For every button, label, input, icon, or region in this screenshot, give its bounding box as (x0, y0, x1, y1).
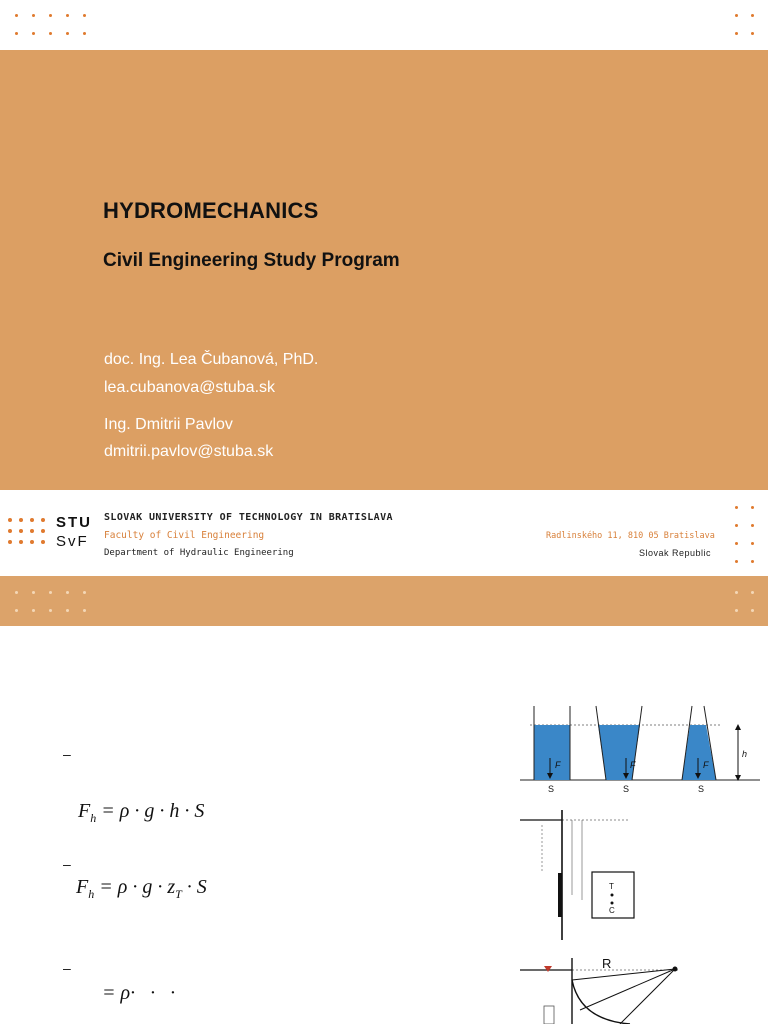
bullet-dash-2: – (63, 856, 71, 872)
label-F-2: F (630, 760, 636, 770)
formula-3: = ρ· · · (102, 982, 176, 1004)
slide-title: HYDROMECHANICS (103, 198, 319, 223)
university-address: Radlinského 11, 810 05 Bratislava (546, 531, 715, 541)
formula-1: $F_h = \rho \cdot g \cdot h \cdot S$ (78, 800, 205, 825)
top-right-dot-grid (735, 14, 767, 35)
author-2-email[interactable]: dmitrii.pavlov@stuba.sk (104, 443, 274, 460)
lower-right-dot-grid (735, 591, 767, 612)
wall-plate-figure (520, 805, 640, 940)
logo-dot-grid (8, 518, 52, 544)
label-F-1: F (555, 760, 561, 770)
lower-band (0, 576, 768, 626)
label-C: C (609, 906, 615, 915)
author-2-name: Ing. Dmitrii Pavlov (104, 416, 233, 433)
vessels-figure (520, 700, 760, 800)
label-R: R (602, 956, 612, 971)
slide-subtitle: Civil Engineering Study Program (103, 250, 400, 271)
university-name: SLOVAK UNIVERSITY OF TECHNOLOGY IN BRATISLAVA (104, 512, 393, 523)
university-country: Slovak Republic (639, 548, 712, 558)
label-S-1: S (548, 784, 555, 794)
author-1-name: doc. Ing. Lea Čubanová, PhD. (104, 351, 319, 368)
department-name: Department of Hydraulic Engineering (104, 548, 294, 558)
label-S-2: S (623, 784, 630, 794)
label-T: T (609, 882, 614, 891)
logo-svf: SvF (56, 533, 89, 550)
label-S-3: S (698, 784, 705, 794)
formula-2: $F_h = \rho \cdot g \cdot z_T \cdot S$ (76, 876, 207, 901)
strip-right-dot-grid (735, 506, 767, 563)
bullet-dash-3: – (63, 960, 71, 976)
curved-surface-figure (520, 950, 720, 1024)
bullet-dash-1: – (63, 746, 71, 762)
logo-stu: STU (56, 514, 92, 531)
author-1-email[interactable]: lea.cubanova@stuba.sk (104, 379, 276, 396)
top-left-dot-grid (15, 14, 100, 35)
label-h: h (742, 749, 748, 759)
lower-left-dot-grid (15, 591, 100, 612)
faculty-name: Faculty of Civil Engineering (104, 530, 265, 541)
label-F-3: F (703, 760, 709, 770)
